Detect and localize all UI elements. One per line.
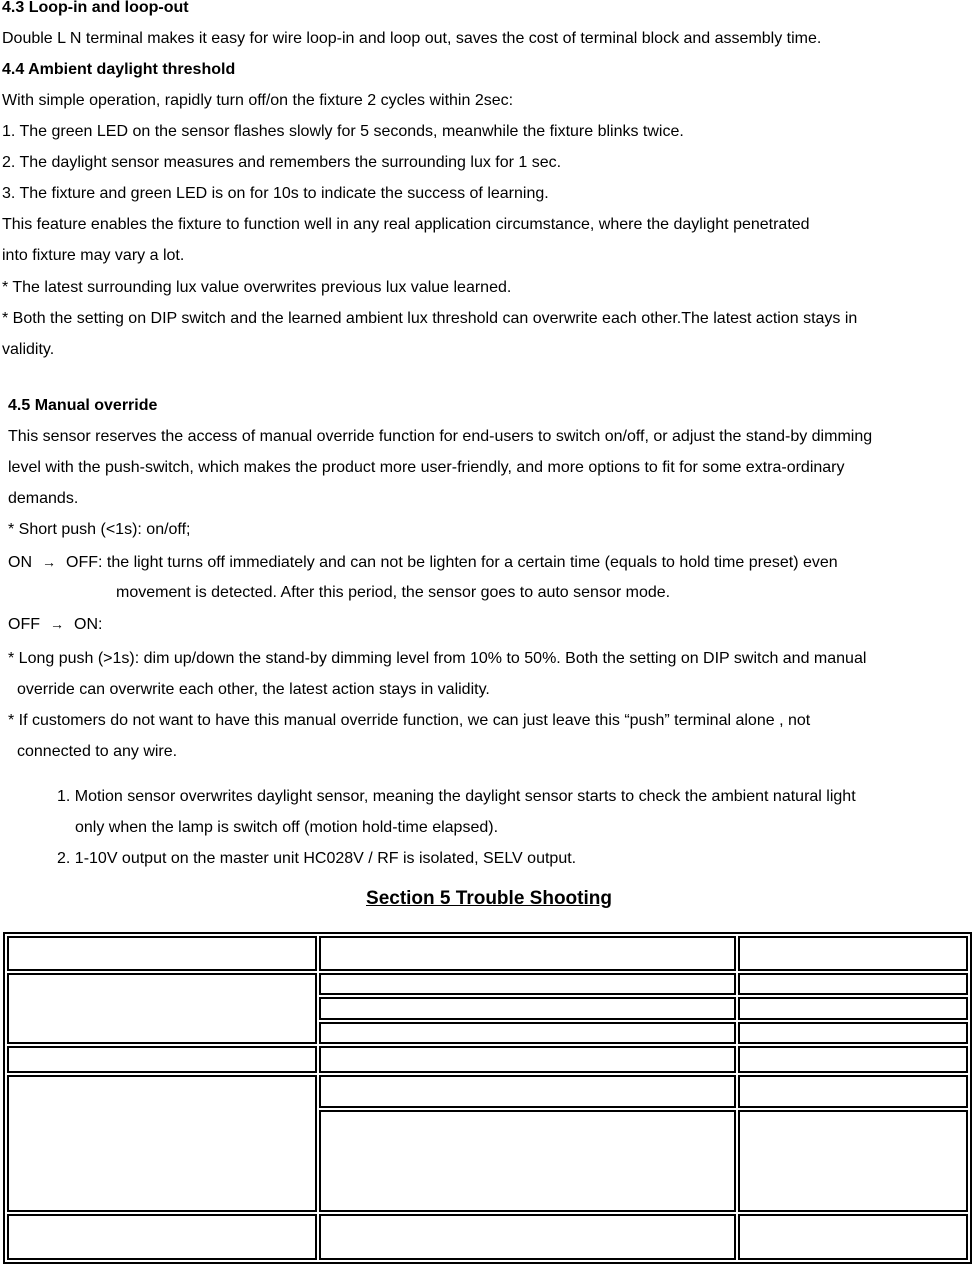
on-to-off-line bbox=[8, 552, 838, 573]
table-cell bbox=[738, 936, 968, 971]
section-5-title: Section 5 Trouble Shooting bbox=[366, 888, 612, 909]
paragraph-override-line-3: demands. bbox=[8, 490, 79, 507]
table-cell bbox=[738, 1022, 968, 1044]
note-dip-switch-line-2: validity. bbox=[2, 341, 55, 358]
table-cell bbox=[738, 997, 968, 1020]
paragraph-loop-in: Double L N terminal makes it easy for wire loop-in and loop out, saves the cost of terminal block and assembly time. bbox=[2, 30, 822, 47]
note-2: 2. 1-10V output on the master unit HC028V / RF is isolated, SELV output. bbox=[57, 850, 577, 867]
note-latest-lux: * The latest surrounding lux value overwrites previous lux value learned. bbox=[2, 279, 512, 296]
paragraph-daylight-intro: With simple operation, rapidly turn off/on the fixture 2 cycles within 2sec: bbox=[2, 92, 514, 109]
heading-4-4: 4.4 Ambient daylight threshold bbox=[2, 61, 236, 78]
off-to-on-line bbox=[8, 614, 102, 635]
note-dip-switch-line-1: * Both the setting on DIP switch and the learned ambient lux threshold can overwrite each other.The latest action stays in bbox=[2, 310, 858, 327]
list-item-step-3: 3. The fixture and green LED is on for 10s to indicate the success of learning. bbox=[2, 185, 549, 202]
paragraph-feature-line-2: into fixture may vary a lot. bbox=[2, 247, 185, 264]
table-cell bbox=[319, 1046, 736, 1073]
off-label: OFF bbox=[8, 616, 40, 633]
paragraph-feature-line-1: This feature enables the fixture to function well in any real application circumstance, where the daylight penetrated bbox=[2, 216, 810, 233]
note-1-line-2: only when the lamp is switch off (motion hold-time elapsed). bbox=[75, 819, 499, 836]
table-row bbox=[7, 1075, 968, 1108]
table-cell bbox=[738, 1214, 968, 1260]
arrow-right-icon: → bbox=[50, 616, 64, 632]
table-cell bbox=[319, 1022, 736, 1044]
on-colon-label: ON: bbox=[74, 616, 103, 633]
on-label: ON bbox=[8, 554, 32, 571]
paragraph-override-line-2: level with the push-switch, which makes the product more user-friendly, and more options to fit for some extra-ordinary bbox=[8, 459, 845, 476]
table-cell bbox=[7, 973, 317, 1044]
table-cell bbox=[7, 1046, 317, 1073]
no-override-line-2: connected to any wire. bbox=[17, 743, 178, 760]
table-cell bbox=[738, 1046, 968, 1073]
trouble-shooting-table bbox=[3, 932, 972, 1264]
list-item-step-1: 1. The green LED on the sensor flashes slowly for 5 seconds, meanwhile the fixture blinks twice. bbox=[2, 123, 684, 140]
table-cell bbox=[738, 1075, 968, 1108]
heading-4-3: 4.3 Loop-in and loop-out bbox=[2, 0, 189, 16]
long-push-line-1: * Long push (>1s): dim up/down the stand-by dimming level from 10% to 50%. Both the setting on DIP switch and manual bbox=[8, 650, 867, 667]
table-cell bbox=[7, 1214, 317, 1260]
table-cell bbox=[738, 973, 968, 995]
table-cell bbox=[7, 936, 317, 971]
table-cell bbox=[738, 1110, 968, 1212]
table-row bbox=[7, 936, 968, 971]
arrow-right-icon: → bbox=[42, 554, 56, 570]
off-description: OFF: the light turns off immediately and can not be lighten for a certain time (equals to hold time preset) even bbox=[66, 554, 838, 571]
paragraph-override-line-1: This sensor reserves the access of manual override function for end-users to switch on/off, or adjust the stand-by dimming bbox=[8, 428, 873, 445]
table-cell bbox=[319, 1214, 736, 1260]
table-cell bbox=[7, 1075, 317, 1212]
table-row bbox=[7, 1046, 968, 1073]
list-item-step-2: 2. The daylight sensor measures and remembers the surrounding lux for 1 sec. bbox=[2, 154, 562, 171]
off-description-cont: movement is detected. After this period, the sensor goes to auto sensor mode. bbox=[116, 584, 671, 601]
short-push-label: * Short push (<1s): on/off; bbox=[8, 521, 191, 538]
table-cell bbox=[319, 973, 736, 995]
table-row bbox=[7, 1214, 968, 1260]
long-push-line-2: override can overwrite each other, the latest action stays in validity. bbox=[17, 681, 490, 698]
table-cell bbox=[319, 1075, 736, 1108]
table-cell bbox=[319, 997, 736, 1020]
table-cell bbox=[319, 1110, 736, 1212]
heading-4-5: 4.5 Manual override bbox=[8, 397, 158, 414]
note-1-line-1: 1. Motion sensor overwrites daylight sensor, meaning the daylight sensor starts to check the ambient natural light bbox=[57, 788, 856, 805]
table-row bbox=[7, 973, 968, 995]
no-override-line-1: * If customers do not want to have this manual override function, we can just leave this “push” terminal alone , not bbox=[8, 712, 811, 729]
table-cell bbox=[319, 936, 736, 971]
